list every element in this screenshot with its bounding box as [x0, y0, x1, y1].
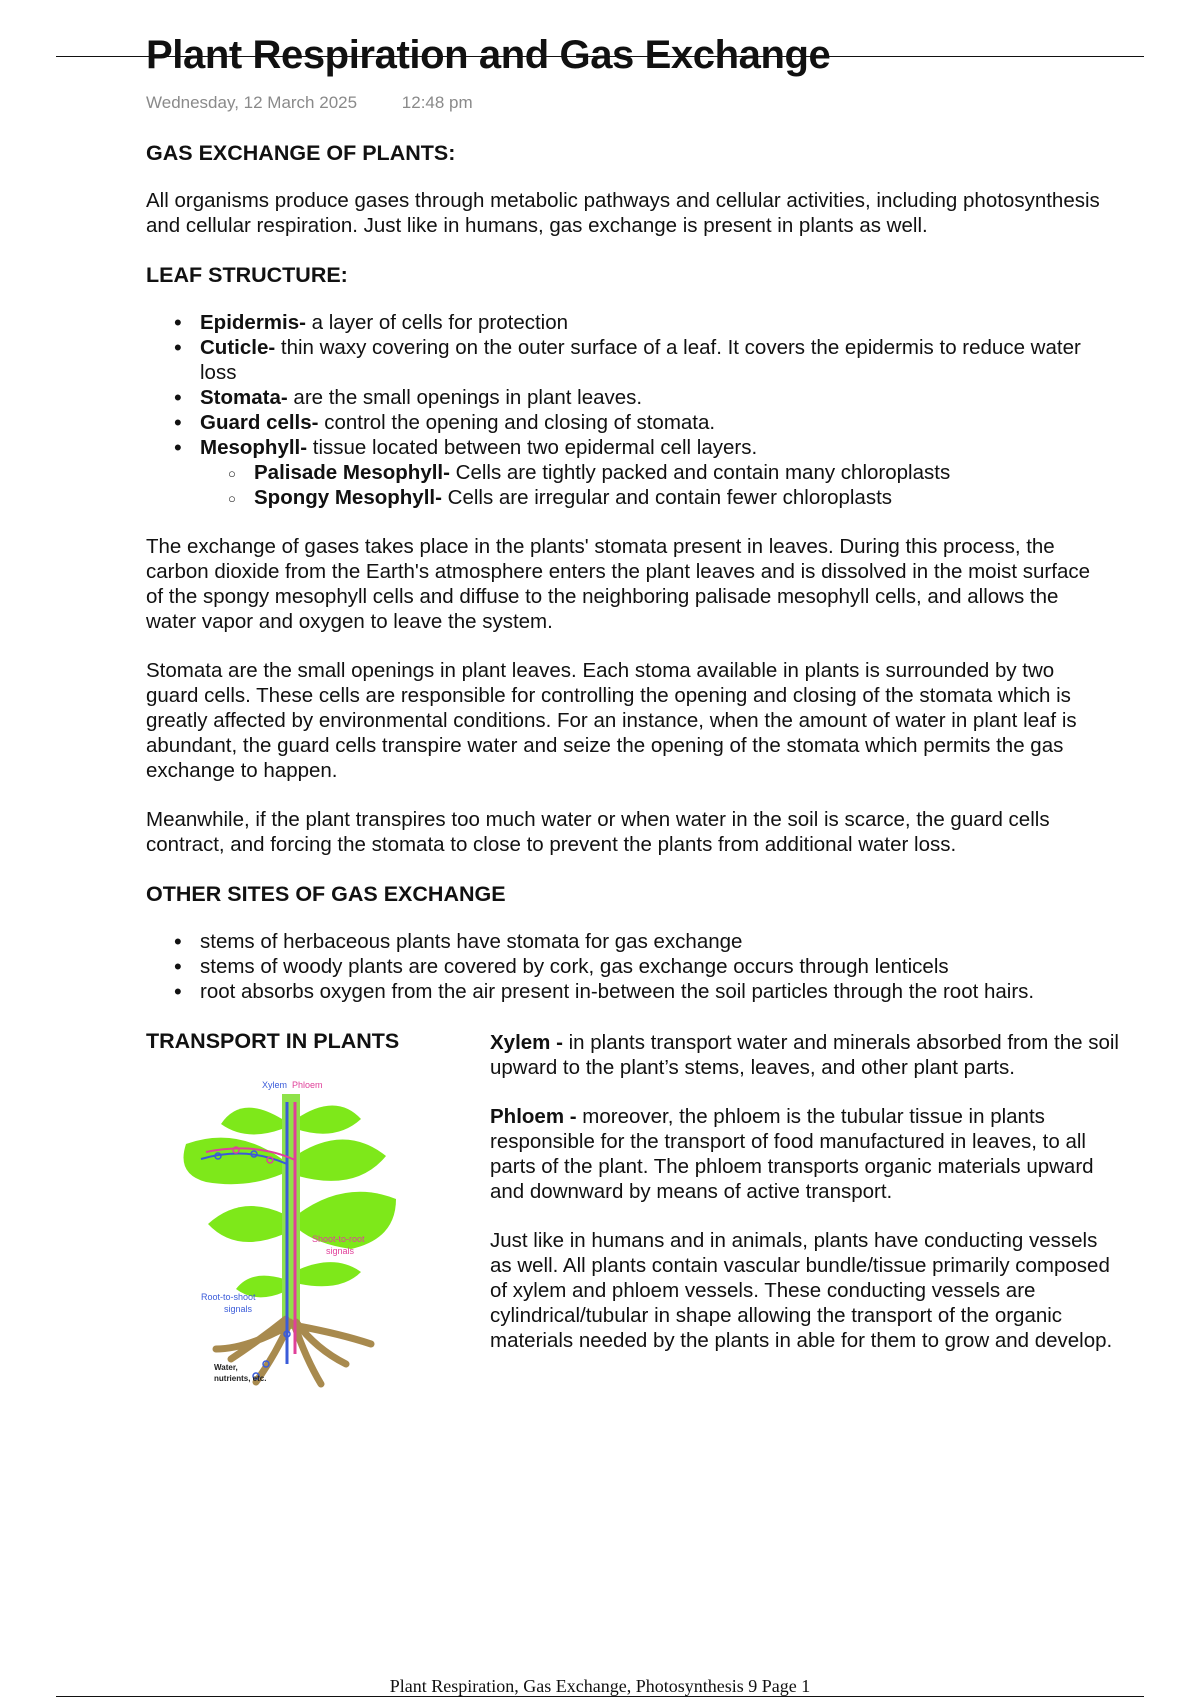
paragraph: The exchange of gases takes place in the plants' stomata present in leaves. During this process, the carbon dioxide from the Earth's atmosphere enters the plant leaves and is dissolved in the moist surface of the spongy mesophyll cells and diffuse to the neighboring palisade mesophyll cells, and allows the water vapor and oxygen to leave the system. [146, 535, 1091, 633]
term: Stomata- [200, 386, 288, 409]
list-item [200, 385, 1106, 410]
page-time: 12:48 pm [401, 93, 473, 112]
other-sites-heading: OTHER SITES OF GAS EXCHANGE [146, 882, 506, 906]
transport-heading: TRANSPORT IN PLANTS [146, 1029, 400, 1053]
definition: are the small openings in plant leaves. [287, 386, 643, 409]
gas-exchange-heading: GAS EXCHANGE OF PLANTS: [146, 141, 456, 165]
leaf-shape [300, 1262, 361, 1286]
shoot-to-root-label: Shoot-to-root [312, 1234, 365, 1244]
page-title: Plant Respiration and Gas Exchange [146, 33, 831, 77]
transport-left-column [146, 1028, 466, 1394]
term: Guard cells- [200, 411, 319, 434]
list-item: • root absorbs oxygen from the air present in-between the soil particles through the root hairs. [200, 979, 1106, 1004]
page-date: Wednesday, 12 March 2025 [146, 93, 358, 112]
water-label-2: nutrients, etc. [214, 1374, 267, 1383]
stem [282, 1094, 300, 1329]
leaf-shape [298, 1139, 386, 1180]
list-item [200, 310, 1106, 335]
list-item: • stems of herbaceous plants have stomata for gas exchange [200, 929, 1106, 954]
transport-section [146, 1028, 1119, 1448]
gas-exchange-intro: All organisms produce gases through metabolic pathways and cellular activities, including photosynthesis and cellular respiration. Just like in humans, gas exchange is present in plants as well. [146, 189, 1100, 237]
list-item [200, 335, 1106, 385]
leaf-shape [221, 1108, 282, 1135]
definition: tissue located between two epidermal cell layers. [307, 436, 758, 459]
list-item [254, 485, 1106, 510]
definition: moreover, the phloem is the tubular tissue in plants responsible for the transport of food manufactured in leaves, to all parts of the plant. The phloem transports organic materials upward and downward by means of active transport. [490, 1105, 1094, 1203]
root-to-shoot-label: Root-to-shoot [201, 1292, 256, 1302]
bottom-rule [56, 1696, 1144, 1697]
other-sites-list [146, 929, 1106, 1004]
term: Cuticle- [200, 336, 276, 359]
phloem-paragraph [490, 1104, 1120, 1204]
phloem-label: Phloem [292, 1080, 323, 1090]
shoot-to-root-label-2: signals [326, 1246, 355, 1256]
definition: control the opening and closing of stomata. [318, 411, 716, 434]
paragraph: Stomata are the small openings in plant leaves. Each stoma available in plants is surrounded by two guard cells. These cells are responsible for controlling the opening and closing of the stomata which is greatly affected by environmental conditions. For an instance, when the amount of water in plant leaf is abundant, the guard cells transpire water and seize the opening of the stomata which permits the gas exchange to happen. [146, 659, 1077, 782]
definition: Cells are irregular and contain fewer chloroplasts [441, 486, 893, 509]
definition: Cells are tightly packed and contain many chloroplasts [449, 461, 951, 484]
term: Epidermis- [200, 311, 306, 334]
xylem-label: Xylem [262, 1080, 288, 1090]
term: Phloem - [490, 1105, 583, 1128]
note-content [146, 140, 1119, 1448]
definition: in plants transport water and minerals absorbed from the soil upward to the plant’s stems, leaves, and other plant parts. [490, 1031, 1119, 1079]
list-item: • stems of woody plants are covered by cork, gas exchange occurs through lenticels [200, 954, 1106, 979]
xylem-paragraph [490, 1030, 1120, 1080]
term: Spongy Mesophyll- [254, 486, 442, 509]
page-meta [146, 93, 473, 113]
page-footer: Plant Respiration, Gas Exchange, Photosynthesis 9 Page 1 [389, 1676, 811, 1696]
water-label: Water, [214, 1363, 238, 1372]
leaf-structure-heading: LEAF STRUCTURE: [146, 263, 348, 287]
term: Palisade Mesophyll- [254, 461, 450, 484]
vessels-paragraph: Just like in humans and in animals, plants have conducting vessels as well. All plants contain vascular bundle/tissue primarily composed of xylem and phloem vessels. These conducting vessels are cylindrical/tubular in shape allowing the transport of the organic materials needed by the plants in able for them to grow and develop. [490, 1229, 1113, 1352]
list-item [200, 435, 1106, 510]
leaf-shape [296, 1106, 361, 1134]
list-item [200, 410, 1106, 435]
list-item [254, 460, 1106, 485]
term: Mesophyll- [200, 436, 308, 459]
leaf-structure-list [146, 310, 1106, 510]
mesophyll-sublist [200, 460, 1106, 510]
leaf-shape [208, 1206, 284, 1242]
definition: a layer of cells for protection [305, 311, 569, 334]
term: Xylem - [490, 1031, 569, 1054]
transport-right-column [490, 1030, 1120, 1377]
paragraph: Meanwhile, if the plant transpires too much water or when water in the soil is scarce, the guard cells contract, and forcing the stomata to close to prevent the plants from additional water loss. [146, 808, 1050, 856]
root-to-shoot-label-2: signals [224, 1304, 253, 1314]
plant-transport-diagram [146, 1064, 446, 1394]
definition: thin waxy covering on the outer surface of a leaf. It covers the epidermis to reduce water loss [200, 336, 1081, 384]
